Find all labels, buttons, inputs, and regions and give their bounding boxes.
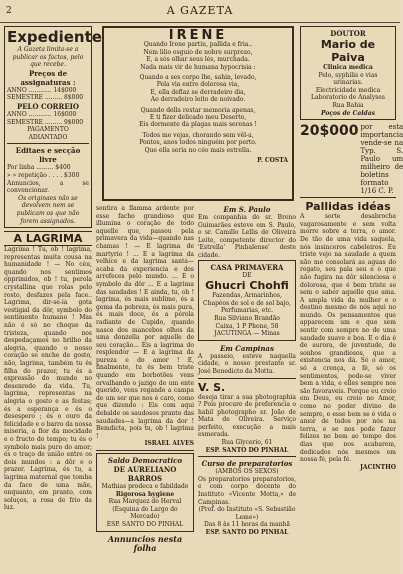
money-text: por esta importancia vende-se na Typ. S. Paulo um milheiro de boletins formato 1/16 C. P. — [360, 123, 403, 196]
poem-stanza — [108, 107, 288, 129]
vs-addr: Rua Glycerio, 61 — [221, 439, 273, 447]
poem-line: E, ella deflaz se derradeiro dia, — [150, 88, 246, 96]
lagrima-author: ISRAEL ALVES — [144, 440, 194, 448]
poem-line: Que ella seria no céo mais estrella. — [144, 146, 252, 154]
doutor-line: Poços de Caldas — [321, 109, 375, 117]
doutor-line: Laboratorio de Analyses — [311, 94, 385, 102]
correio-line: ANNO ............ 16$000 — [7, 110, 77, 118]
casa-line: Caixa, 1 P Phone, 58 — [215, 322, 279, 330]
poem-line: Eis dormente da plagas mais serenas ! — [139, 121, 257, 129]
doutor-title: DOUTOR — [330, 29, 366, 38]
casa-title: CASA PRIMAVERA — [210, 262, 284, 272]
doutor-name: Mario de Paiva — [320, 38, 376, 64]
pagamento: PAGAMENTO ADIANTADO — [27, 126, 69, 141]
poem-line: E ti fizer delicado meu Deserto, — [149, 114, 247, 122]
editaes-line: » » repetição . . . . $300 — [7, 171, 80, 179]
saldo-sub: DE AURELIANO BARROS — [113, 465, 177, 483]
poem-line: Quando a ses corpo lhe, sahin, levado, — [139, 74, 257, 82]
column-1 — [4, 26, 102, 572]
vs-text: deseja tirar a sua photographia ? Pois procure de preferencia o habil photographo sr. João de Mata de Oliveira. Serviço perfeito, execução a mais esmerada. — [198, 393, 296, 439]
spaulo-text: Em companhia do sr. Breno Guimarães esteve em S. Paulo, o sr. Camillo Lellis de Oliveira Leite, competente director do 'Estrella' Pinhalense' deste cidade. — [198, 214, 296, 259]
casa-name: Ghucri Chohfi — [205, 279, 289, 293]
vs-title: V. S. — [198, 380, 226, 394]
pallidas-author: JACINTHO — [360, 463, 396, 471]
assign-line: ANNO ............ 14$000 — [7, 86, 77, 94]
annuncios-footer: Annuncios nesta folha — [107, 533, 183, 553]
doutor-box — [300, 26, 396, 120]
assign-title: Preços de assignaturas : — [20, 68, 76, 87]
casa-primavera-box — [198, 260, 296, 341]
casa-line: JACUTINGA — Minas — [214, 330, 280, 338]
saldo-title: Saldo Democratico — [107, 456, 183, 465]
lagrima-text: Lagrima ! Tu, ob ! lagrima, representas muita cousa na humanidade ! — No céu, quando nos sentimos opprimidos, ob ! tu, perola crystallina que rolas pelo rosto, desfazes pela face.. Lagrima, dir-se-ia gota vestigial da dôr, symbolo do sentimento humano ! Mas não é só no choque da tristeza, quando nos despedaçamos no brilho da alegria, quando o nosso coração se enche de gosto, não, lagrima, também tu és filha do prazer, tu és a expressão do mundo no desenredo da vida. Tu, lagrima, representas na alegria o gosto e as festas; és a esperança e és o desespero ; és o ouro da felicidade e o barro da nossa miseria, a flor da mocidade e o fructo do tempo; tu és o symbolo mais puro do amor; és o traço de união entre os dois mundos : a dôr e o prazer. Lagrima, és tu, a lagrima maternal que tomba da face de uma mãe, enquanto, em pranto, com soluços, a rosa de frio da luz. — [4, 246, 92, 512]
assign-line: SEMESTRE ......... 8$000 — [7, 94, 84, 102]
correio-line: SEMESTRE ......... 9$000 — [7, 118, 84, 126]
poem-line: Pela via entre dolorosa via, — [156, 81, 240, 89]
saldo-line: Rigorosa hygiene — [115, 490, 175, 498]
doutor-line: Rua Bahia — [332, 101, 364, 109]
poem-stanza — [108, 132, 288, 154]
poem-irene-box — [102, 26, 294, 201]
money-ad — [300, 123, 403, 196]
divider — [198, 456, 296, 457]
curso-sub: (AMBOS OS SEXOS) — [215, 468, 279, 476]
column-2-lower — [96, 205, 194, 572]
casa-sub: DE — [242, 271, 252, 279]
doutor-line: Pelo, syphilis e vias urinarias. — [318, 71, 378, 87]
editaes-title: Editaes e secção livre — [15, 146, 81, 165]
curso-line: (Prof. do Instituto «S. Sebastião Leme») — [198, 506, 296, 521]
poem-stanza — [108, 41, 288, 71]
expediente-intro: A Gazeta limita-se a publicar os factos, pelo que recebe. — [12, 46, 84, 69]
page-number: 2 — [6, 6, 13, 16]
poem-line: Nem lilio esguio de nobre surprezo, — [143, 48, 253, 56]
poem-title: IRENE — [168, 28, 228, 43]
poem-line: Nada mais vir de humana hypocrisia : — [140, 63, 256, 71]
campinas-title: Em Campinas — [220, 343, 274, 353]
pallidas-text: A sorte desabrocha vagarosamente e sem volta morre sobre a terra, o amor. De tão de uma vida saquela, nós insinceros cabeleiros. Eu triste vejo na saudade a quem não me consolará as aguas do regato, seu pala seu e o que não fugira na dôr silenciosa e dolorosa, que é bem triste se sem o saber aquelle que ama. A ampla vida da mulher e o destino mesmo de nós aqui no mundo. Os pensamentos que apparecem um e que sem sentir com sempre no de uma saudade suave e boa. E o dia é de aurora, de juventude, de sonhos grandiosos, que a existencia nos dá. Só o amor, só a crença, a fé, só os sentimentos, pode-se viver bem a vida, e elles sempre nos são favoraveis. Porque eu creio em Deus, eu creio no Amor, como no poder divino de sempre, e esse bem se é vida o amor de todos por nós na terra, e se nos pode fazer felizes no bem ao tempo dos dias que nos acabarem, dedicados nós mesmos em nossa fé, pela fé. — [300, 213, 396, 464]
divider — [7, 143, 89, 144]
poem-line: Todos me vejas, chorando sem vêl-a, — [142, 131, 254, 139]
expediente-box — [4, 26, 102, 228]
poem-line: Quando della restar memoria apenas, — [140, 106, 256, 114]
column-4 — [300, 26, 403, 572]
masthead — [0, 0, 400, 23]
curso-text: Os preparatorios preparatorios, e com corpo docente do Instituto «Vicente Motta,» de Campinas. — [198, 475, 296, 506]
poem-stanza — [108, 74, 288, 104]
saldo-line: Mathias prodeca e fabildade — [101, 483, 189, 490]
newspaper-title: A GAZETA — [166, 4, 234, 17]
poem-line: E, a sós olhar seus lés, murchada. — [146, 56, 250, 64]
lagrima-title: A LAGRIMA — [4, 231, 92, 246]
saldo-line: ESP. SANTO DO PINHAL — [106, 520, 184, 528]
saldo-line: (Esquina do Largo do Mercado) — [112, 505, 178, 521]
lagrima-continuation: sentira a flamma ardente por esse facho grandioso que illumina o coração de todo aquelle que, passou pela primavera da vida—quando nas chamas ! — E lagrima de martyrio ! ... E a lagrima da velhice e da lagrima santa—acaba da experiencia e dos arrefeces pelo mundo. ... E o symbolo da dôr ... E a lagrima das saudades ! E ainda, tu, ob ! lagrima, és mais sublime, és a gema da pobreza, és mais pura, és mais doce, és a pérola radiante de Cupido, quando nasce dos mancebos olhos da uma donzella por aquelle de seu coração... Eis a lagrima do resplendor — E a lagrima da pureza e do amor ! E, finalmente, tu és bem triste quando em borbotões vens orvalhando o jazigo de um ente querido, vens regando a campa de um ser que nos é caro, como que dizendo : Eis com aqui debalde os saudosos pranto das saudades—a lagrima da dor ! Bemdicta, pois tu, ob ! lagrima ! — [96, 205, 194, 440]
poem-line: Pontes, anos todos ninguém por perto. — [139, 139, 257, 147]
poem-line: Ao derradeiro leito de noivado. — [150, 96, 246, 104]
divider — [198, 378, 296, 379]
divider — [300, 197, 396, 198]
spaulo-title: Em S. Paulo — [223, 205, 271, 214]
saldo-line: Rua Marquez do Herval — [108, 498, 182, 506]
casa-line: Fazendas, Armarinhos, Chapéos de sol e de sol bajo, Perfumarias, etc. — [203, 292, 291, 315]
doutor-line: Electricidade medica — [315, 86, 381, 94]
curso-title: Curso de preparatorios — [201, 459, 293, 469]
pallidas-title: Pallidas idéas — [305, 200, 391, 214]
poem-line: Quando Irene partiu, pallida e fria.. — [143, 41, 253, 49]
campinas-text: A passeio, esteve naquella cidade, o nosso prestante sr. José Benedicto da Motta. — [198, 352, 296, 375]
editaes-line: Por linha ......... $400 — [7, 164, 71, 172]
curso-line: ESP. SANTO DO PINHAL — [205, 529, 289, 536]
expediente-title: Expediente — [7, 28, 102, 46]
divider — [96, 450, 194, 451]
curso-line: Das 8 às 11 horas da manhã — [203, 521, 290, 529]
casa-line: Rua Silviano Brandão — [214, 314, 280, 322]
originaes-note: Os originaes não se devolvem nem se publicam os que não forem assignados. — [16, 194, 80, 225]
annuncios-note: Annuncios, a se convencionar. — [7, 179, 89, 195]
vs-city: ESP. SANTO DO PINHAL — [205, 446, 289, 454]
doutor-line: Clinica medica — [323, 64, 373, 71]
saldo-ad-box — [96, 453, 194, 532]
money-value: 20$000 — [300, 123, 359, 140]
poem-author: P. COSTA — [257, 157, 288, 165]
column-3-lower — [198, 205, 296, 572]
correio-title: PELO CORREIO — [16, 101, 80, 111]
